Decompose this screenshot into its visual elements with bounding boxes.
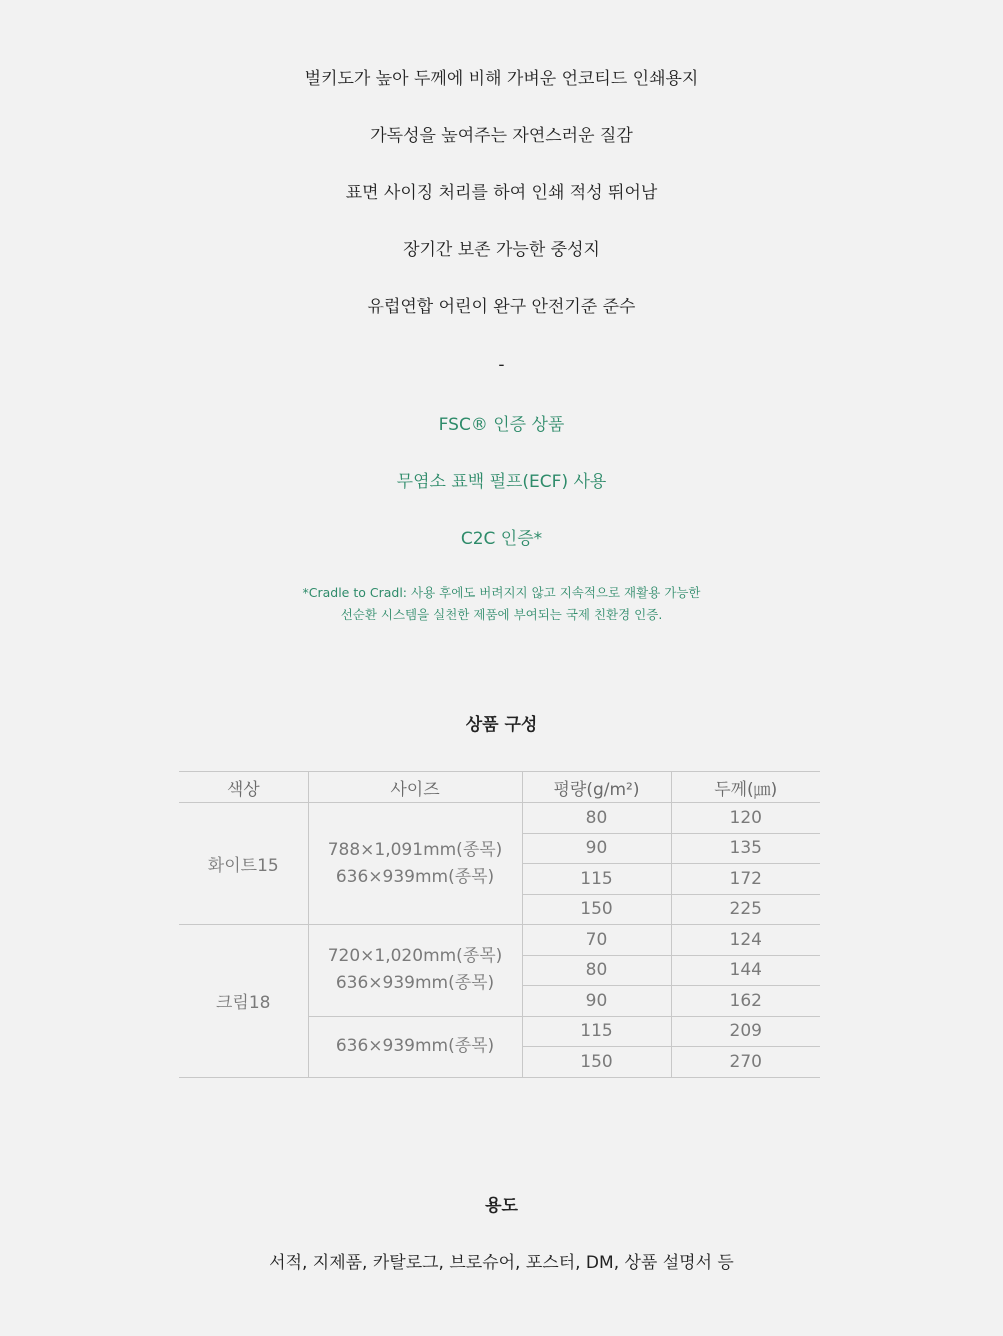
weight-cell: 115 <box>522 1016 671 1047</box>
table-row <box>179 925 820 956</box>
size-value: 636×939mm(종목) <box>335 866 495 887</box>
thickness-cell: 144 <box>671 955 820 986</box>
thickness-cell: 209 <box>671 1016 820 1047</box>
header-color: 색상 <box>179 772 308 803</box>
thickness-cell: 270 <box>671 1047 820 1078</box>
weight-cell: 150 <box>522 894 671 925</box>
thickness-cell: 225 <box>671 894 820 925</box>
feature-item: 유럽연합 어린이 완구 안전기준 준수 <box>367 297 636 317</box>
thickness-cell: 124 <box>671 925 820 956</box>
usage-title: 용도 <box>485 1196 518 1216</box>
thickness-cell: 120 <box>671 803 820 834</box>
size-value: 636×939mm(종목) <box>335 973 495 994</box>
size-value: 788×1,091mm(종목) <box>327 839 503 860</box>
c2c-certification: C2C 인증* <box>460 529 543 549</box>
header-weight: 평량(g/m²) <box>522 772 671 803</box>
composition-title: 상품 구성 <box>465 715 538 735</box>
thickness-cell: 172 <box>671 864 820 895</box>
table-header-row <box>179 772 820 803</box>
feature-item: 벌키도가 높아 두께에 비해 가벼운 언코티드 인쇄용지 <box>304 69 699 89</box>
size-cell <box>308 925 522 1017</box>
weight-cell: 80 <box>522 955 671 986</box>
fsc-certification: FSC® 인증 상품 <box>438 415 565 435</box>
c2c-note-line-2: 선순환 시스템을 실천한 제품에 부여되는 국제 친환경 인증. <box>340 607 663 622</box>
composition-table <box>179 771 820 1078</box>
size-value: 720×1,020mm(종목) <box>327 946 503 967</box>
header-thickness: 두께(㎛) <box>671 772 820 803</box>
feature-item: 가독성을 높여주는 자연스러운 질감 <box>370 126 633 146</box>
weight-cell: 80 <box>522 803 671 834</box>
separator: - <box>498 355 505 375</box>
table-row <box>179 803 820 834</box>
weight-cell: 150 <box>522 1047 671 1078</box>
feature-item: 장기간 보존 가능한 중성지 <box>403 240 600 260</box>
feature-item: 표면 사이징 처리를 하여 인쇄 적성 뛰어남 <box>345 183 658 203</box>
c2c-note-line-1: *Cradle to Cradl: 사용 후에도 버려지지 않고 지속적으로 재활용 가능한 <box>302 585 701 600</box>
size-cell <box>308 1016 522 1077</box>
usage-text: 서적, 지제품, 카탈로그, 브로슈어, 포스터, DM, 상품 설명서 등 <box>269 1253 734 1273</box>
color-cell-white: 화이트15 <box>179 803 308 925</box>
thickness-cell: 162 <box>671 986 820 1017</box>
size-cell <box>308 803 522 925</box>
thickness-cell: 135 <box>671 833 820 864</box>
weight-cell: 90 <box>522 986 671 1017</box>
ecf-certification: 무염소 표백 펄프(ECF) 사용 <box>396 472 607 492</box>
header-size: 사이즈 <box>308 772 522 803</box>
size-value: 636×939mm(종목) <box>335 1036 495 1056</box>
weight-cell: 90 <box>522 833 671 864</box>
weight-cell: 70 <box>522 925 671 956</box>
color-cell-cream: 크림18 <box>179 925 308 1078</box>
weight-cell: 115 <box>522 864 671 895</box>
